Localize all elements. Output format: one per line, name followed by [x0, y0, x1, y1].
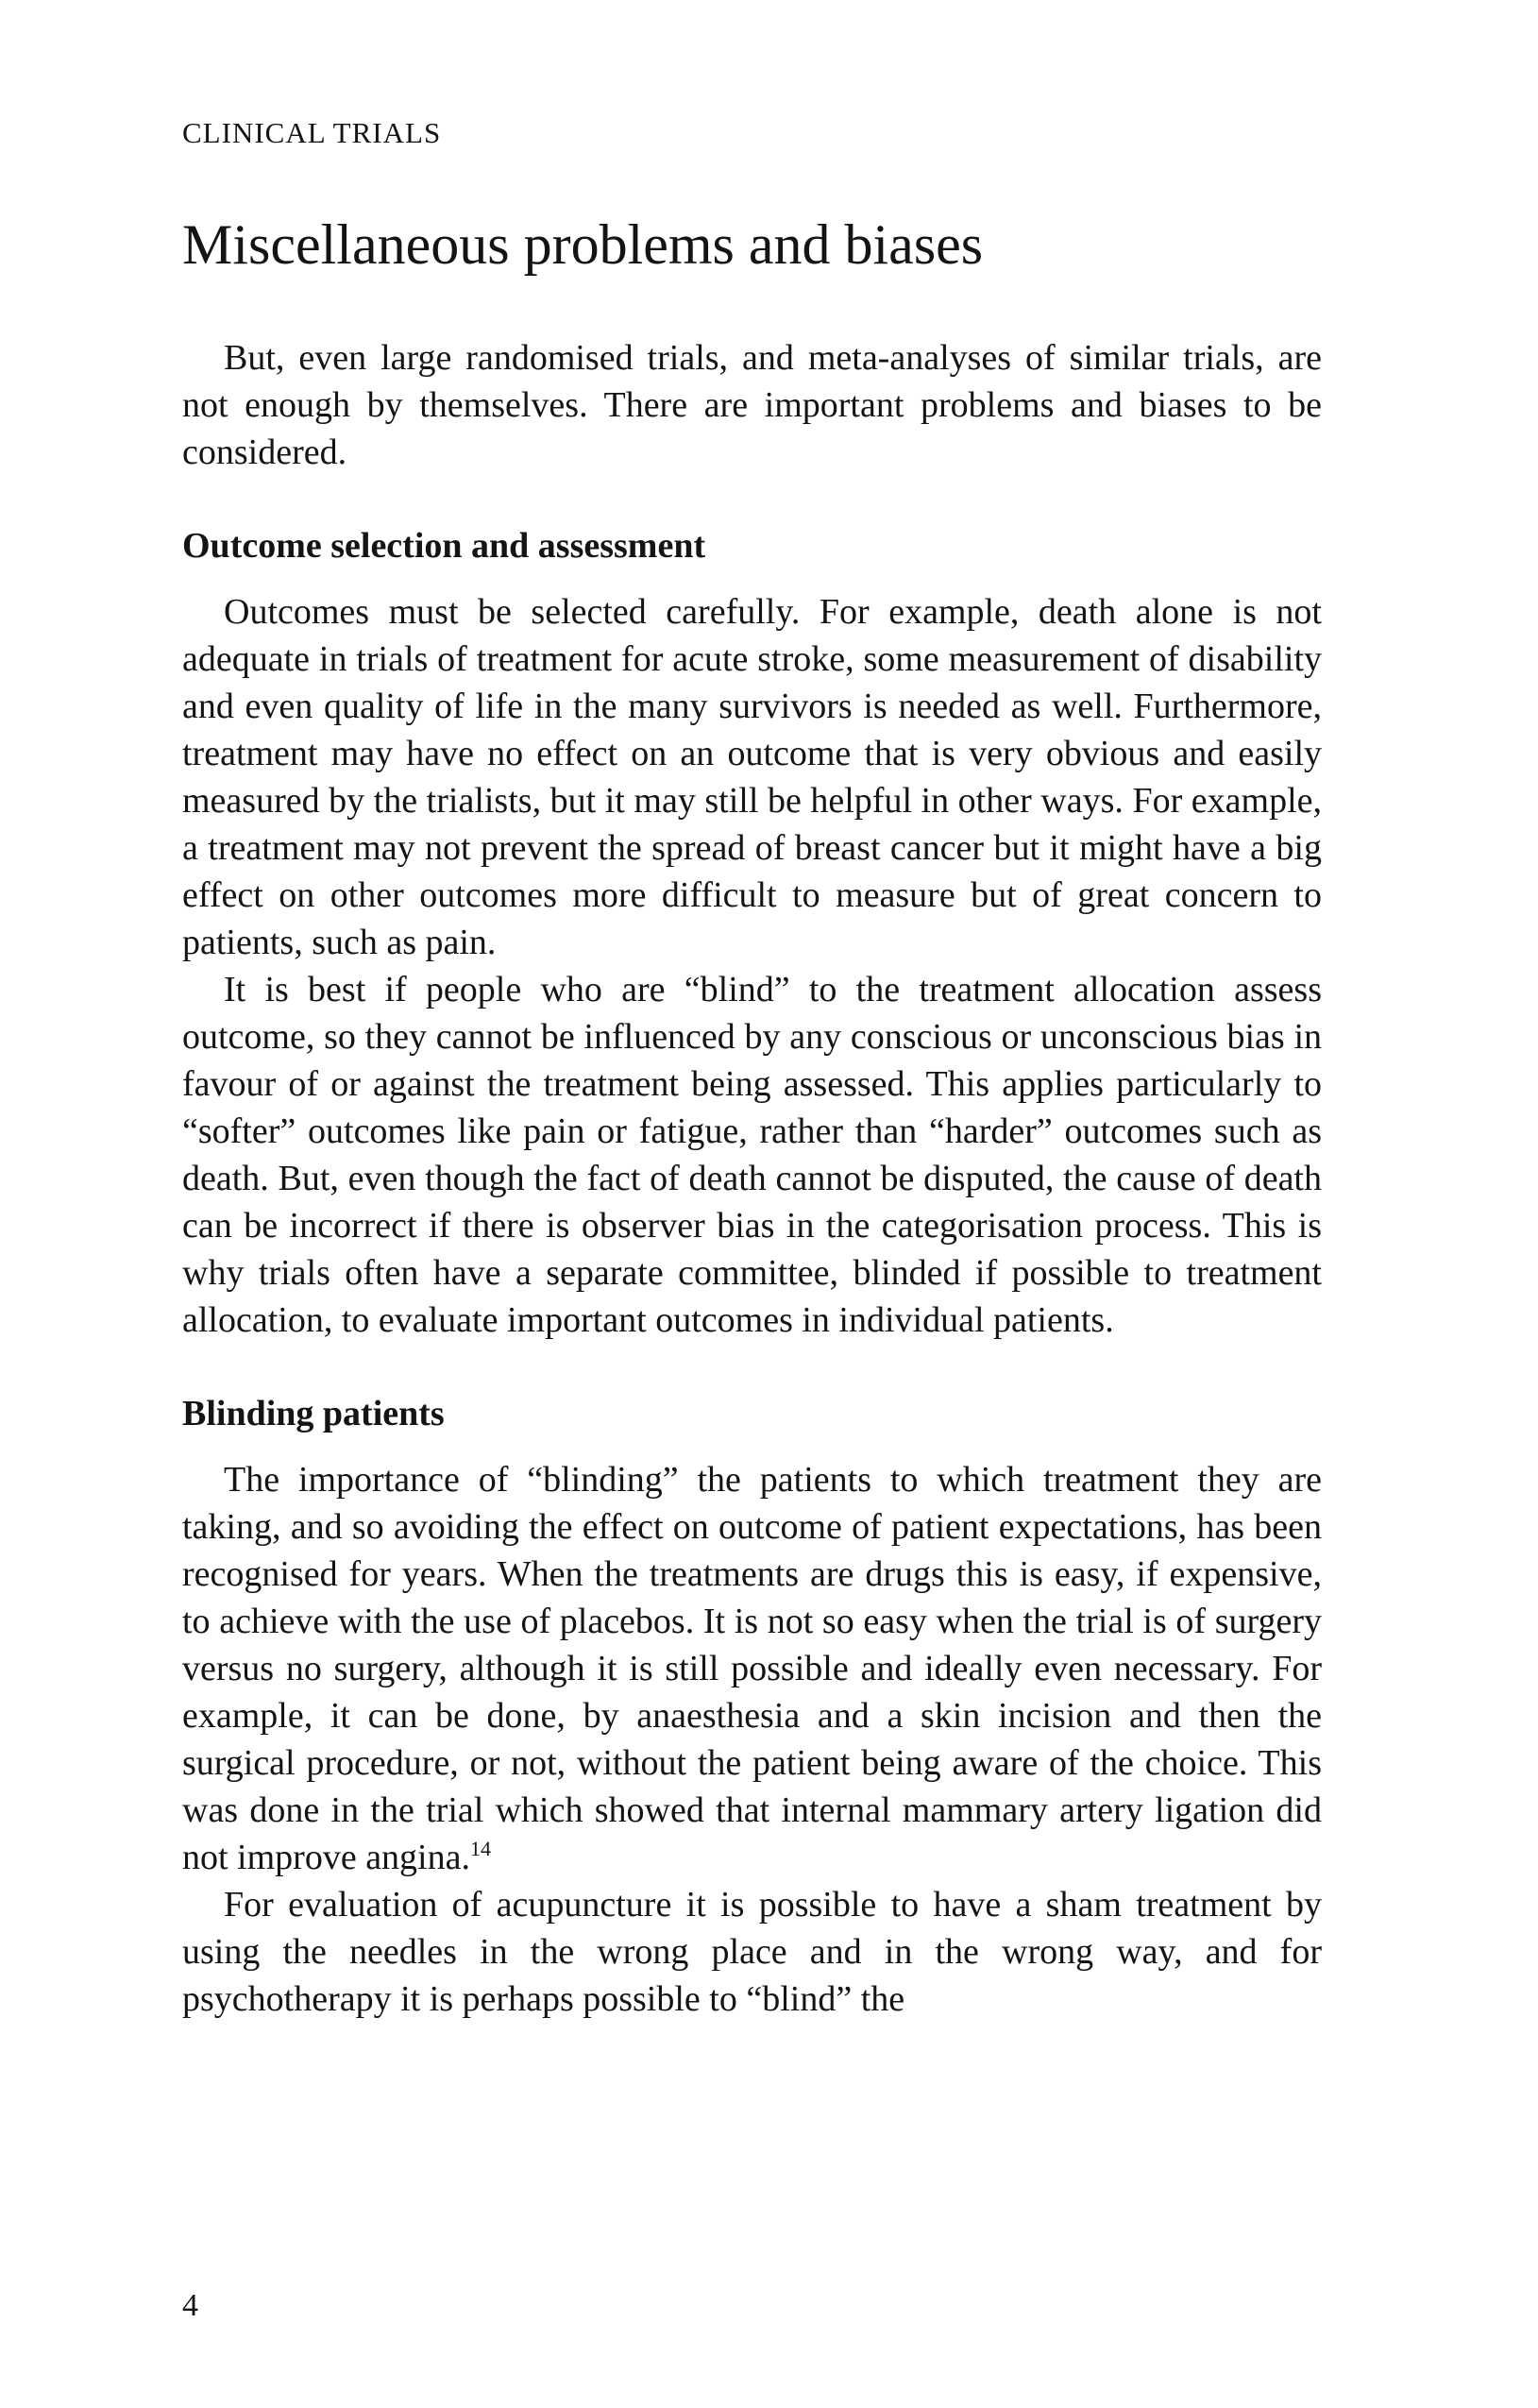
reference-superscript: 14: [469, 1837, 491, 1860]
blinding-paragraph-2: For evaluation of acupuncture it is possible to have a sham treatment by using the needles in the wrong place and in the wrong way, and for psychotherapy it is perhaps possible to “blind” the: [182, 1885, 1322, 2019]
outcome-heading: Outcome selection and assessment: [182, 526, 706, 566]
page-number: 4: [182, 2288, 198, 2323]
section-title: Miscellaneous problems and biases: [182, 213, 984, 276]
intro-paragraph: But, even large randomised trials, and meta-analyses of similar trials, are not enough by themselves. There are important problems and biases to be considered.: [182, 338, 1322, 472]
body-text: [182, 334, 1322, 2023]
blinding-paragraph-1: [182, 1456, 1322, 1881]
blinding-heading: Blinding patients: [182, 1394, 445, 1433]
outcome-paragraph-2: It is best if people who are “blind” to the treatment allocation assess outcome, so they cannot be influenced by any conscious or unconscious bias in favour of or against the treatment being assessed. This applies particularly to “softer” outcomes like pain or fatigue, rather than “harder” outcomes such as death. But, even though the fact of death cannot be disputed, the cause of death can be incorrect if there is observer bias in the categorisation process. This is why trials often have a separate committee, blinded if possible to treatment allocation, to evaluate important outcomes in individual patients.: [182, 970, 1322, 1340]
outcome-paragraph-1: Outcomes must be selected carefully. For example, death alone is not adequate in trials of treatment for acute stroke, some measurement of disability and even quality of life in the many survivors is needed as well. Furthermore, treatment may have no effect on an outcome that is very obvious and easily measured by the trialists, but it may still be helpful in other ways. For example, a treatment may not prevent the spread of breast cancer but it might have a big effect on other outcomes more difficult to measure but of great concern to patients, such as pain.: [182, 592, 1322, 962]
running-head: CLINICAL TRIALS: [182, 116, 442, 149]
blinding-paragraph-1-text: The importance of “blinding” the patients to which treatment they are taking, and so avoiding the effect on outcome of patient expectations, has been recognised for years. When the treatments are drugs this is easy, if expensive, to achieve with the use of placebos. It is not so easy when the trial is of surgery versus no surgery, although it is still possible and ideally even necessary. For example, it can be done, by anaesthesia and a skin incision and then the surgical procedure, or not, without the patient being aware of the choice. This was done in the trial which showed that internal mammary artery ligation did not improve angina.: [182, 1460, 1322, 1877]
